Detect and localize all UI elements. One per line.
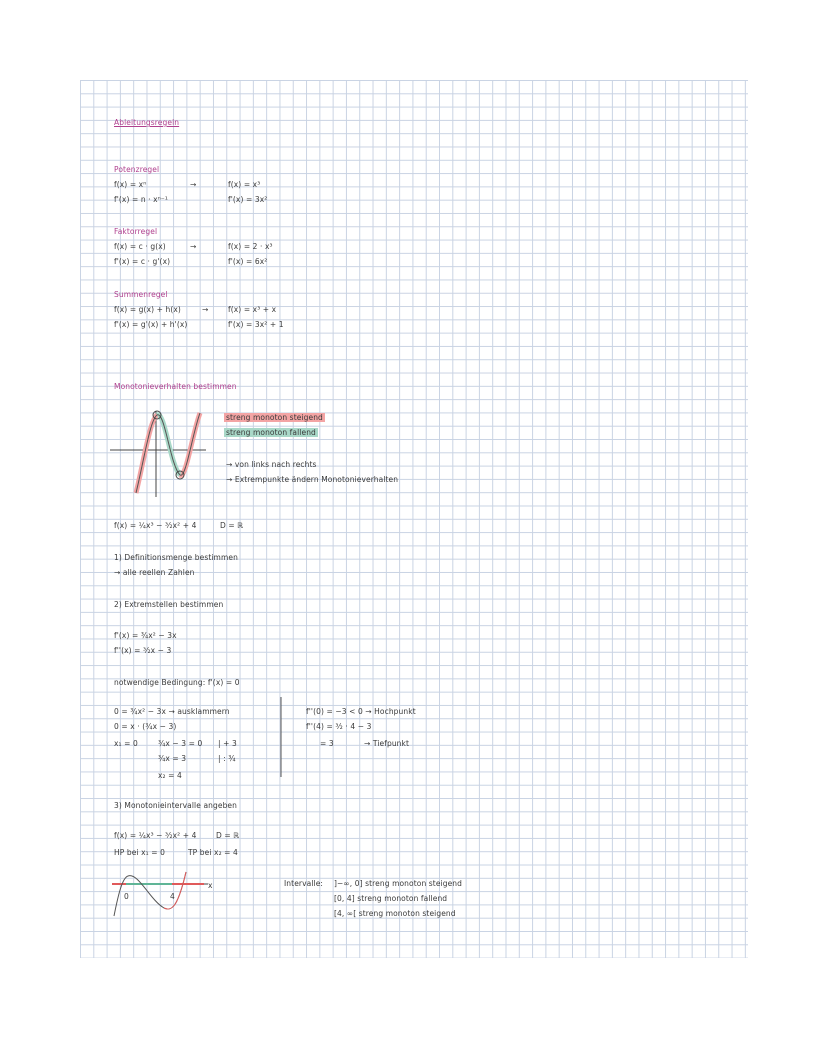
summenregel-rule-f: f(x) = g(x) + h(x) <box>114 305 181 314</box>
interval-1: ]−∞, 0] streng monoton steigend <box>334 879 463 888</box>
calc-x1: x₁ = 0 <box>114 739 138 748</box>
function-definition-2: f(x) = ¼x³ − ³⁄₂x² + 4 <box>114 831 197 840</box>
calc-line-3: ¾x − 3 = 0 <box>158 739 203 748</box>
potenzregel-rule-fp: f'(x) = n · xⁿ⁻¹ <box>114 195 168 204</box>
summenregel-example-f: f(x) = x³ + x <box>228 305 277 314</box>
step2-heading: 2) Extremstellen bestimmen <box>114 600 224 609</box>
grid-paper <box>80 80 748 958</box>
first-derivative: f'(x) = ¾x² − 3x <box>114 631 177 640</box>
check-line-2: f''(4) = ³⁄₂ · 4 − 3 <box>306 722 372 731</box>
interval-3: [4, ∞[ streng monoton steigend <box>334 909 456 918</box>
faktorregel-example-fp: f'(x) = 6x² <box>228 257 268 266</box>
high-point: HP bei x₁ = 0 <box>114 848 165 857</box>
summenregel-heading: Summenregel <box>114 290 168 299</box>
summenregel-example-fp: f'(x) = 3x² + 1 <box>228 320 284 329</box>
summenregel-rule-fp: f'(x) = g'(x) + h'(x) <box>114 320 188 329</box>
check-line-3: = 3 <box>320 739 334 748</box>
faktorregel-rule-f: f(x) = c · g(x) <box>114 242 166 251</box>
second-derivative: f''(x) = ³⁄₂x − 3 <box>114 646 172 655</box>
falling-highlight <box>157 415 180 475</box>
faktorregel-rule-fp: f'(x) = c · g'(x) <box>114 257 171 266</box>
page-title: Ableitungsregeln <box>114 118 180 127</box>
divider-line <box>280 697 284 779</box>
faktorregel-example-f: f(x) = 2 · x³ <box>228 242 273 251</box>
arrow-icon: → <box>202 305 209 314</box>
calc-op-1: | + 3 <box>218 739 237 748</box>
necessary-condition: notwendige Bedingung: f'(x) = 0 <box>114 678 240 687</box>
domain-2: D = ℝ <box>216 831 240 840</box>
function-definition: f(x) = ¼x³ − ³⁄₂x² + 4 <box>114 521 197 530</box>
note-extreme-points: → Extrempunkte ändern Monotonieverhalten <box>226 475 399 484</box>
calc-line-1: 0 = ¾x² − 3x → ausklammern <box>114 707 230 716</box>
legend-rising: streng monoton steigend <box>226 413 323 422</box>
monotonie-heading: Monotonieverhalten bestimmen <box>114 382 237 391</box>
low-point: TP bei x₂ = 4 <box>188 848 238 857</box>
potenzregel-rule-f: f(x) = xⁿ <box>114 180 147 189</box>
potenzregel-example-fp: f'(x) = 3x² <box>228 195 268 204</box>
note-left-to-right: → von links nach rechts <box>226 460 317 469</box>
check-line-1: f''(0) = −3 < 0 → Hochpunkt <box>306 707 416 716</box>
intervals-label: Intervalle: <box>284 879 324 888</box>
step1-note: → alle reellen Zahlen <box>114 568 195 577</box>
calc-x2: x₂ = 4 <box>158 771 182 780</box>
function-curve-rising <box>164 872 186 909</box>
calc-line-2: 0 = x · (¾x − 3) <box>114 722 177 731</box>
graph-label-x: x <box>208 881 213 890</box>
monotonie-sketch-graph <box>108 405 218 500</box>
potenzregel-heading: Potenzregel <box>114 165 160 174</box>
calc-op-2: | : ¾ <box>218 754 236 763</box>
legend-falling: streng monoton fallend <box>226 428 316 437</box>
potenzregel-example-f: f(x) = x³ <box>228 180 261 189</box>
check-result: → Tiefpunkt <box>364 739 410 748</box>
graph-label-4: 4 <box>170 892 175 901</box>
step1-heading: 1) Definitionsmenge bestimmen <box>114 553 238 562</box>
calc-line-4: ¾x = 3 <box>158 754 187 763</box>
arrow-icon: → <box>190 180 197 189</box>
interval-2: [0, 4] streng monoton fallend <box>334 894 448 903</box>
faktorregel-heading: Faktorregel <box>114 227 158 236</box>
domain: D = ℝ <box>220 521 244 530</box>
arrow-icon: → <box>190 242 197 251</box>
graph-label-0: 0 <box>124 892 129 901</box>
step3-heading: 3) Monotonieintervalle angeben <box>114 801 237 810</box>
